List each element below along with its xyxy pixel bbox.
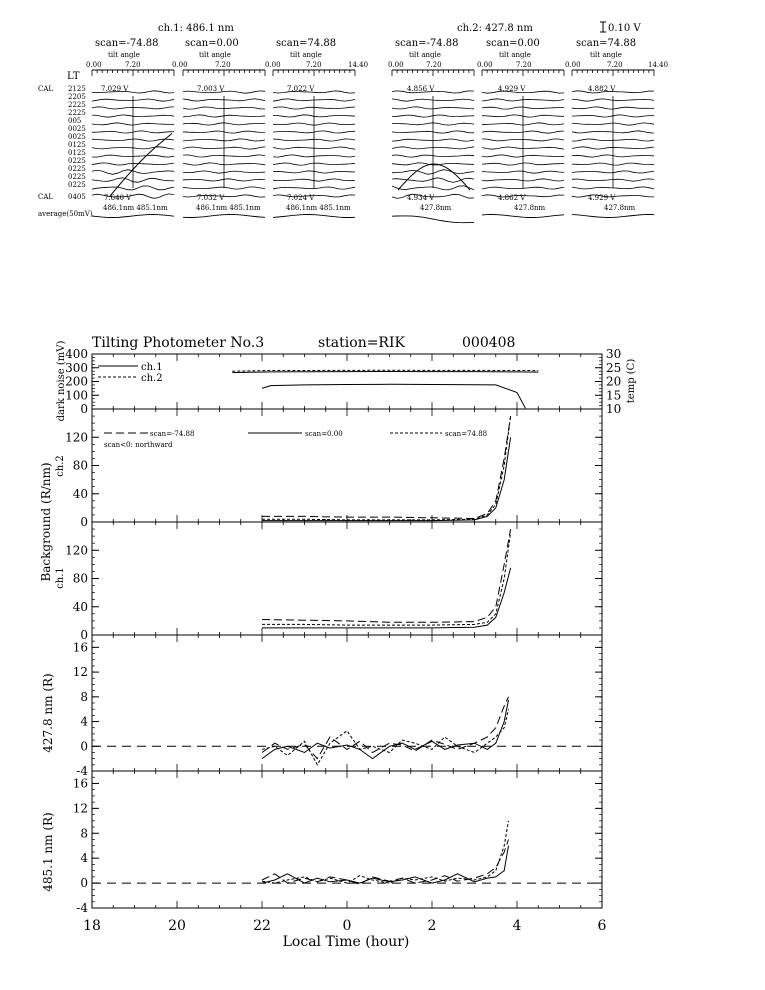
tilt-tick-1: 0.00 bbox=[86, 61, 102, 69]
y-tick-label: 200 bbox=[65, 374, 88, 389]
panel-frame bbox=[92, 771, 602, 908]
scan-profile-panel bbox=[38, 22, 668, 223]
ch2-pos-top-voltage: 4.882 V bbox=[588, 85, 616, 93]
series-line-ch-1 bbox=[232, 372, 538, 373]
series-line-scan-0-00 bbox=[262, 568, 511, 628]
legend-ch2-label: ch.2 bbox=[141, 373, 163, 384]
ch1-scan-pos-label: scan=74.88 bbox=[276, 38, 337, 49]
plot-title: Tilting Photometer No.3 bbox=[92, 335, 265, 351]
scan-direction-note: scan<0: northward bbox=[104, 441, 173, 449]
panel-i4861 bbox=[73, 771, 602, 915]
dark-noise-legend bbox=[98, 362, 163, 384]
average-trace bbox=[572, 215, 654, 218]
tilt-label-5: tilt angle bbox=[499, 51, 531, 59]
y-tick-label: 80 bbox=[72, 458, 88, 473]
y-tick-label: 16 bbox=[72, 776, 88, 791]
ch2-zero-top-voltage: 4.929 V bbox=[498, 85, 526, 93]
lt-row-label: 2225 bbox=[68, 101, 86, 109]
tilt-tick-4: 7.20 bbox=[215, 61, 231, 69]
intensity-4861-ylabel: 485.1 nm (R) bbox=[41, 812, 55, 892]
y-tick-label: 0 bbox=[80, 402, 88, 416]
lt-row-label: 0405 bbox=[68, 193, 86, 201]
scan-profile-traces bbox=[92, 70, 654, 223]
lt-row-label: 2225 bbox=[68, 109, 86, 117]
ch1-pos-wavelength-label: 486.1nm 485.1nm bbox=[286, 204, 351, 212]
ch1-pos-top-voltage: 7.022 V bbox=[287, 85, 315, 93]
y-tick-label: 300 bbox=[65, 360, 88, 375]
lt-row-label: CAL bbox=[38, 85, 54, 93]
ch1-pos-bottom-voltage: 7.024 V bbox=[287, 194, 315, 202]
tilt-tick-10: 0.00 bbox=[477, 61, 493, 69]
ch2-scan-pos-label: scan=74.88 bbox=[576, 38, 637, 49]
ch1-zero-top-voltage: 7.003 V bbox=[197, 85, 225, 93]
lt-label: LT bbox=[67, 71, 80, 82]
tilt-tick-9: 7.20 bbox=[426, 61, 442, 69]
lt-row-label: 2125 bbox=[68, 85, 86, 93]
channel1-title: ch.1: 486.1 nm bbox=[158, 23, 234, 34]
y-tick-label: 40 bbox=[72, 486, 88, 501]
lt-row-label: 0125 bbox=[68, 141, 86, 149]
series-line-scan-0-00 bbox=[262, 437, 511, 520]
legend-scan-pos-label: scan=74.88 bbox=[445, 430, 488, 438]
x-tick-label: 6 bbox=[597, 918, 607, 934]
lt-row-label: 0225 bbox=[68, 165, 86, 173]
average-trace bbox=[183, 215, 265, 218]
lt-row-label: 005 bbox=[68, 117, 82, 125]
background-ylabel: Background (R/nm) bbox=[39, 462, 53, 582]
ch2-pos-bottom-voltage: 4.929 V bbox=[588, 194, 616, 202]
y-tick-label: -4 bbox=[76, 764, 88, 778]
ch1-neg-wavelength-label: 486.1nm 485.1nm bbox=[103, 204, 168, 212]
y-tick-label: -4 bbox=[76, 901, 88, 915]
y-tick-label: 12 bbox=[72, 665, 88, 680]
x-tick-label: 4 bbox=[512, 918, 522, 934]
average-trace bbox=[392, 216, 474, 223]
legend-ch1-label: ch.1 bbox=[141, 362, 163, 373]
tilt-label-3: tilt angle bbox=[290, 51, 322, 59]
average-trace bbox=[273, 215, 355, 218]
x-axis-label: Local Time (hour) bbox=[282, 934, 410, 950]
panel-frame bbox=[92, 409, 602, 522]
lt-row-label: 2205 bbox=[68, 93, 86, 101]
ch1-zero-bottom-voltage: 7.032 V bbox=[197, 194, 225, 202]
lt-row-label: 0225 bbox=[68, 173, 86, 181]
y-tick-label: 0 bbox=[80, 628, 88, 642]
series-line-scan-74-88 bbox=[262, 533, 511, 626]
ch2-neg-top-voltage: 4.856 V bbox=[407, 85, 435, 93]
ch1-scan-neg-label: scan=-74.88 bbox=[95, 38, 159, 49]
y2-tick-label: 10 bbox=[606, 402, 622, 416]
series-line-temp bbox=[262, 384, 526, 408]
x-tick-label: 22 bbox=[253, 918, 271, 934]
time-series-chart bbox=[65, 347, 621, 934]
lt-row-label: CAL bbox=[38, 193, 54, 201]
channel2-title: ch.2: 427.8 nm bbox=[457, 23, 533, 34]
bg-ch2-ylabel: ch.2 bbox=[55, 455, 66, 477]
tilt-label-4: tilt angle bbox=[409, 51, 441, 59]
y-tick-label: 0 bbox=[80, 739, 88, 754]
panel-frame bbox=[92, 354, 602, 409]
lt-row-label: 0125 bbox=[68, 149, 86, 157]
dark-noise-ylabel: dark noise (mV) bbox=[56, 340, 67, 422]
ch2-neg-bottom-voltage: 4.934 V bbox=[407, 194, 435, 202]
panel-bg1 bbox=[65, 522, 602, 642]
x-tick-label: 18 bbox=[83, 918, 101, 934]
station-label: station=RIK bbox=[318, 335, 405, 351]
x-tick-label: 20 bbox=[168, 918, 186, 934]
y-tick-label: 100 bbox=[65, 388, 88, 403]
average-label: average(50mV) bbox=[38, 210, 93, 218]
panel-frame bbox=[92, 635, 602, 771]
series-line-scan-74-88 bbox=[262, 709, 509, 765]
temp-ylabel: temp (C) bbox=[626, 358, 637, 404]
y-tick-label: 8 bbox=[80, 826, 88, 841]
series-line-scan-74-88 bbox=[262, 821, 509, 883]
legend-scan-zero-label: scan=0.00 bbox=[305, 430, 343, 438]
y-tick-label: 40 bbox=[72, 599, 88, 614]
ch2-zero-bottom-voltage: 4.862 V bbox=[498, 194, 526, 202]
tilt-tick-6: 7.20 bbox=[306, 61, 322, 69]
ch2-scan-zero-label: scan=0.00 bbox=[486, 38, 540, 49]
y-tick-label: 0 bbox=[80, 876, 88, 891]
y2-tick-label: 20 bbox=[606, 374, 622, 389]
tilt-tick-13: 7.20 bbox=[607, 61, 623, 69]
y-tick-label: 4 bbox=[80, 851, 88, 866]
average-trace bbox=[482, 215, 564, 218]
ch1-scan-zero-label: scan=0.00 bbox=[185, 38, 239, 49]
tilt-tick-3: 0.00 bbox=[172, 61, 188, 69]
panel-bg2 bbox=[65, 409, 602, 529]
tilt-tick-11: 7.20 bbox=[516, 61, 532, 69]
y2-tick-label: 30 bbox=[606, 347, 622, 361]
tilt-label-1: tilt angle bbox=[108, 51, 140, 59]
series-line-scan-0-00 bbox=[262, 700, 509, 759]
date-label: 000408 bbox=[462, 335, 516, 351]
tilt-tick-7: 14.40 bbox=[348, 61, 369, 69]
y2-tick-label: 15 bbox=[606, 388, 622, 403]
y-tick-label: 120 bbox=[65, 543, 88, 558]
y2-tick-label: 25 bbox=[606, 360, 622, 375]
bg-ch1-ylabel: ch.1 bbox=[55, 567, 66, 589]
intensity-4278-ylabel: 427.8 nm (R) bbox=[41, 673, 55, 753]
y-tick-label: 120 bbox=[65, 430, 88, 445]
ch1-neg-bottom-voltage: 7.640 V bbox=[104, 194, 132, 202]
y-tick-label: 16 bbox=[72, 640, 88, 655]
ch2-pos-wavelength-label: 427.8nm bbox=[604, 204, 636, 212]
scale-bar-label: 0.10 V bbox=[608, 23, 641, 34]
tilt-tick-8: 0.00 bbox=[388, 61, 404, 69]
y-tick-label: 12 bbox=[72, 801, 88, 816]
legend-scan-neg-label: scan=-74.88 bbox=[150, 430, 195, 438]
lt-row-label: 0225 bbox=[68, 157, 86, 165]
y-tick-label: 4 bbox=[80, 714, 88, 729]
ch1-neg-top-voltage: 7.029 V bbox=[101, 85, 129, 93]
lt-row-label: 0025 bbox=[68, 125, 86, 133]
tilt-label-6: tilt angle bbox=[590, 51, 622, 59]
tilt-label-2: tilt angle bbox=[199, 51, 231, 59]
tilt-tick-5: 0.00 bbox=[265, 61, 281, 69]
y-tick-label: 8 bbox=[80, 689, 88, 704]
ch2-neg-wavelength-label: 427.8nm bbox=[420, 204, 452, 212]
y-tick-label: 400 bbox=[65, 347, 88, 361]
ch2-zero-wavelength-label: 427.8nm bbox=[514, 204, 546, 212]
series-line-scan-74-88 bbox=[262, 529, 511, 622]
tilt-tick-14: 14.40 bbox=[648, 61, 669, 69]
y-tick-label: 0 bbox=[80, 515, 88, 529]
lt-row-label: 0025 bbox=[68, 133, 86, 141]
panel-frame bbox=[92, 522, 602, 635]
tilt-tick-12: 0.00 bbox=[565, 61, 581, 69]
lt-row-label: 0225 bbox=[68, 181, 86, 189]
panel-i4278 bbox=[73, 635, 602, 778]
background-legend bbox=[104, 430, 487, 449]
ch2-scan-neg-label: scan=-74.88 bbox=[395, 38, 459, 49]
y-tick-label: 80 bbox=[72, 571, 88, 586]
x-tick-label: 0 bbox=[342, 918, 352, 934]
average-trace bbox=[92, 215, 174, 218]
tilt-tick-2: 7.20 bbox=[125, 61, 141, 69]
ch1-zero-wavelength-label: 486.1nm 485.1nm bbox=[196, 204, 261, 212]
x-tick-label: 2 bbox=[427, 918, 437, 934]
